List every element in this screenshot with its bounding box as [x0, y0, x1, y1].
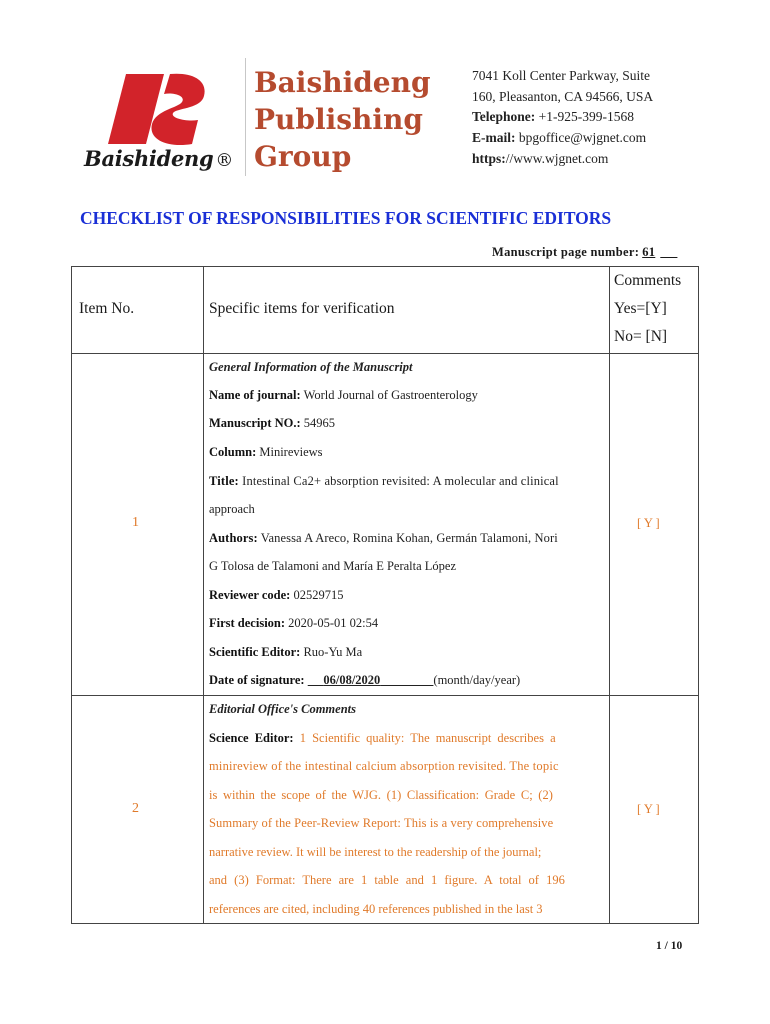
first-decision-field: First decision: 2020-05-01 02:54 [209, 616, 379, 630]
comment-line: narrative review. It will be interest to the readership of the journal; [209, 845, 542, 859]
manuscript-no-field: Manuscript NO.: 54965 [209, 416, 336, 430]
column-field: Column: Minireviews [209, 445, 323, 459]
telephone-line: Telephone: +1-925-399-1568 [472, 109, 634, 124]
brand-wordmark: Baishideng ® [84, 146, 234, 171]
item-number: 1 [132, 515, 139, 530]
logo-divider [245, 58, 246, 176]
baishideng-logo-icon [104, 70, 214, 148]
title-field: Title: Intestinal Ca2+ absorption revisited: A molecular and clinical [209, 474, 559, 488]
header-no-key: No= [N] [614, 328, 668, 345]
checklist-table [71, 266, 699, 924]
authors-field-continued: G Tolosa de Talamoni and María E Peralta López [209, 559, 457, 573]
comment-line: is within the scope of the WJG. (1) Classification: Grade C; (2) [209, 788, 553, 802]
section-heading: General Information of the Manuscript [209, 360, 413, 374]
comment-yes-marker: [ Y ] [637, 802, 660, 816]
page-counter: 1 / 10 [656, 940, 683, 952]
brand-name-line: Group [254, 140, 352, 173]
email-line[interactable]: E-mail: bpgoffice@wjgnet.com [472, 130, 647, 145]
header-item-no: Item No. [79, 300, 135, 317]
comment-yes-marker: [ Y ] [637, 516, 660, 530]
header-yes-key: Yes=[Y] [614, 300, 667, 317]
signature-date-field: Date of signature: 06/08/2020 (month/day/year) [209, 673, 521, 687]
item-number: 2 [132, 801, 139, 816]
address-line: 7041 Koll Center Parkway, Suite [472, 68, 650, 83]
comment-line: and (3) Format: There are 1 table and 1 figure. A total of 196 [209, 873, 565, 887]
section-heading: Editorial Office's Comments [209, 702, 356, 716]
brand-name-line: Publishing [254, 103, 423, 136]
journal-field: Name of journal: World Journal of Gastroenterology [209, 388, 478, 402]
website-line[interactable]: https://www.wjgnet.com [472, 151, 609, 166]
title-field-continued: approach [209, 502, 255, 516]
comment-line: Summary of the Peer-Review Report: This is a very comprehensive [209, 816, 554, 830]
address-line: 160, Pleasanton, CA 94566, USA [472, 89, 654, 104]
manuscript-page-number: Manuscript page number: 61 [492, 245, 656, 259]
scientific-editor-field: Scientific Editor: Ruo-Yu Ma [209, 645, 363, 659]
brand-name-line: Baishideng [254, 66, 431, 99]
comment-line: minireview of the intestinal calcium absorption revisited. The topic [209, 759, 559, 773]
reviewer-code-field: Reviewer code: 02529715 [209, 588, 344, 602]
comment-line: references are cited, including 40 references published in the last 3 [209, 902, 543, 916]
header-specific-items: Specific items for verification [209, 300, 395, 317]
header-comments: Comments [614, 272, 682, 289]
authors-field: Authors: Vanessa A Areco, Romina Kohan, Germán Talamoni, Nori [209, 531, 558, 545]
document-title: CHECKLIST OF RESPONSIBILITIES FOR SCIENTIFIC EDITORS [80, 208, 612, 228]
science-editor-comment: Science Editor: 1 Scientific quality: The manuscript describes a [209, 731, 556, 745]
